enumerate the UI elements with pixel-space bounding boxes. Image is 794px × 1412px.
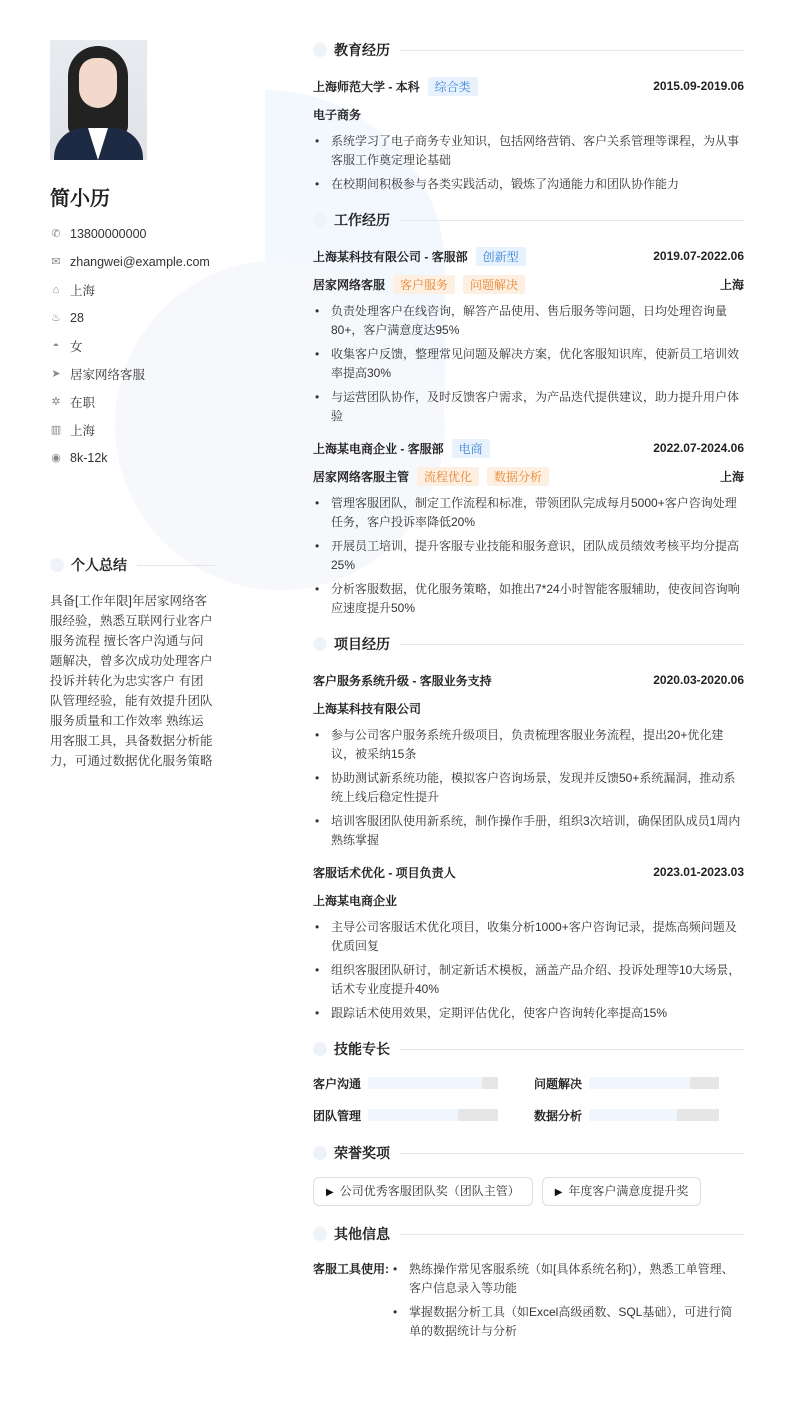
role-name: 居家网络客服: [313, 277, 386, 292]
status-icon: ✲: [51, 396, 61, 408]
school-tag: 综合类: [428, 77, 478, 96]
bullet-item: • 系统学习了电子商务专业知识，包括网络营销、客户关系管理等课程，为从事客服工作奠定理论基础: [313, 132, 744, 170]
section-header: [313, 1039, 744, 1059]
contact-row: [50, 220, 220, 248]
skill-bar: [368, 1077, 498, 1089]
skill-tag: 流程优化: [417, 467, 479, 486]
contact-value: 上海: [70, 284, 96, 298]
section-dot-icon: [313, 637, 327, 651]
work-date: 2019.07-2022.06: [653, 249, 744, 263]
contact-value: 居家网络客服: [70, 368, 146, 382]
skill-item: [313, 1105, 534, 1125]
bullet-item: • 主导公司客服话术优化项目，收集分析1000+客户咨询记录，提炼高频问题及优质回复: [313, 918, 744, 956]
contact-row: [50, 304, 220, 332]
section-header-summary: [50, 555, 215, 575]
bullet-item: • 协助测试新系统功能，模拟客户咨询场景，发现并反馈50+系统漏洞，推动系统上线后稳定性提升: [313, 769, 744, 807]
sidebar: [50, 40, 220, 771]
project-date: 2020.03-2020.06: [653, 673, 744, 687]
section-header: [313, 210, 744, 230]
bullet-item: • 开展员工培训，提升客服专业技能和服务意识，团队成员绩效考核平均分提高25%: [313, 537, 744, 575]
award-item[interactable]: [542, 1177, 702, 1206]
candidate-name: 简小历: [50, 188, 110, 210]
bullet-item: • 在校期间积极参与各类实践活动，锻炼了沟通能力和团队协作能力: [313, 175, 744, 194]
send-icon: ➤: [51, 368, 61, 380]
work-bullets: [313, 302, 744, 426]
section-header: [313, 634, 744, 654]
award-item[interactable]: [313, 1177, 533, 1206]
major: 电子商务: [313, 107, 362, 122]
contact-value: 28: [70, 311, 84, 325]
main-content: [313, 40, 744, 1346]
bullet-item: • 熟练操作常见客服系统（如[具体系统名称]），熟悉工单管理、客户信息录入等功能: [391, 1260, 744, 1298]
bullet-item: • 与运营团队协作，及时反馈客户需求，为产品迭代提供建议，助力提升用户体验: [313, 388, 744, 426]
skill-name: 团队管理: [313, 1108, 362, 1123]
section-other: [313, 1224, 744, 1346]
section-title: 其他信息: [334, 1226, 390, 1242]
project-item: [313, 862, 744, 1023]
building-icon: ▥: [50, 424, 62, 436]
contact-value: 在职: [70, 396, 96, 410]
section-header: [313, 40, 744, 60]
work-title-group: [313, 247, 526, 266]
contact-row: [50, 388, 220, 416]
work-title-group: [313, 439, 490, 458]
skill-bar: [589, 1077, 719, 1089]
section-title: 项目经历: [334, 636, 390, 652]
skill-tag: 数据分析: [487, 467, 549, 486]
section-header: [313, 1143, 744, 1163]
project-date: 2023.01-2023.03: [653, 865, 744, 879]
work-header: [313, 246, 744, 266]
award-label: 年度客户满意度提升奖: [568, 1184, 689, 1198]
contact-row: [50, 248, 220, 276]
role-group: [313, 467, 549, 486]
company-tag: 电商: [452, 439, 490, 458]
home-icon: ⌂: [52, 284, 60, 296]
school-name: 上海师范大学 - 本科: [313, 79, 420, 94]
skill-bar-fill: [589, 1109, 677, 1121]
edu-bullets: [313, 132, 744, 194]
work-city: 上海: [719, 469, 744, 484]
other-label: 客服工具使用:: [313, 1262, 389, 1276]
bullet-item: • 组织客服团队研讨，制定新话术模板，涵盖产品介绍、投诉处理等10大场景，话术专业度提升40%: [313, 961, 744, 999]
contact-row: [50, 416, 220, 444]
company-name: 上海某电商企业 - 客服部: [313, 441, 444, 456]
work-bullets: [313, 494, 744, 618]
section-dot-icon: [313, 1227, 327, 1241]
contact-row: [50, 276, 220, 304]
contact-row: [50, 444, 220, 472]
gender-icon: ◓: [52, 340, 60, 352]
section-dot-icon: [313, 1042, 327, 1056]
contact-value: 上海: [70, 424, 96, 438]
bullet-item: • 收集客户反馈，整理常见问题及解决方案，优化客服知识库，使新员工培训效率提高30%: [313, 345, 744, 383]
section-education: [313, 40, 744, 194]
project-name: 客户服务系统升级 - 客服业务支持: [313, 673, 492, 688]
contact-list: [50, 220, 220, 472]
role-name: 居家网络客服主管: [313, 469, 410, 484]
work-header: [313, 438, 744, 458]
section-dot-icon: [313, 213, 327, 227]
skill-tag: 问题解决: [463, 275, 525, 294]
skill-name: 数据分析: [534, 1108, 583, 1123]
skill-tag: 客户服务: [393, 275, 455, 294]
section-skills: [313, 1039, 744, 1125]
skill-item: [534, 1073, 744, 1093]
edu-date: 2015.09-2019.06: [653, 79, 744, 93]
contact-row: [50, 332, 220, 360]
company-tag: 创新型: [476, 247, 526, 266]
project-org: 上海某科技有限公司: [313, 701, 422, 716]
section-projects: [313, 634, 744, 1023]
bullet-item: • 培训客服团队使用新系统，制作操作手册，组织3次培训，确保团队成员1周内熟练掌握: [313, 812, 744, 850]
project-header: [313, 862, 744, 882]
company-name: 上海某科技有限公司 - 客服部: [313, 249, 468, 264]
work-item: [313, 438, 744, 618]
work-city: 上海: [719, 277, 744, 292]
skill-bar: [589, 1109, 719, 1121]
cake-icon: ♨: [51, 312, 61, 324]
summary-text: 具备[工作年限]年居家网络客服经验，熟悉互联网行业客户服务流程 擅长客户沟通与问题解决，曾多次成功处理客户投诉并转化为忠实客户 有团队管理经验，能有效提升团队服务质量和工作效率 熟练运用客服工具，具备数据分析能力，可通过数据优化服务策略: [50, 594, 213, 768]
work-date: 2022.07-2024.06: [653, 441, 744, 455]
skill-name: 问题解决: [534, 1076, 583, 1091]
project-org-row: [313, 698, 744, 718]
section-title: 工作经历: [334, 212, 390, 228]
bullet-item: • 掌握数据分析工具（如Excel高级函数、SQL基础），可进行简单的数据统计与分析: [391, 1303, 744, 1341]
project-item: [313, 670, 744, 850]
section-title: 技能专长: [334, 1041, 390, 1057]
skill-bar-fill: [368, 1109, 458, 1121]
salary-icon: ◉: [51, 452, 61, 464]
skill-name: 客户沟通: [313, 1076, 362, 1091]
section-title: 荣誉奖项: [334, 1145, 390, 1161]
section-title: 教育经历: [334, 42, 390, 58]
skill-bar: [368, 1109, 498, 1121]
project-org-row: [313, 890, 744, 910]
project-org: 上海某电商企业: [313, 893, 398, 908]
mail-icon: ✉: [51, 256, 61, 268]
bullet-item: • 分析客服数据，优化服务策略，如推出7*24小时智能客服辅助，使夜间咨询响应速度提升50%: [313, 580, 744, 618]
award-label: 公司优秀客服团队奖（团队主管）: [339, 1184, 520, 1198]
project-bullets: [313, 918, 744, 1023]
bullet-item: • 管理客服团队，制定工作流程和标准，带领团队完成每月5000+客户咨询处理任务，客户投诉率降低20%: [313, 494, 744, 532]
skill-bar-fill: [589, 1077, 690, 1089]
play-triangle-icon: ▶: [554, 1187, 563, 1198]
section-awards: [313, 1143, 744, 1206]
bullet-item: • 跟踪话术使用效果，定期评估优化，使客户咨询转化率提高15%: [313, 1004, 744, 1023]
play-triangle-icon: ▶: [326, 1187, 334, 1198]
bullet-item: • 参与公司客户服务系统升级项目，负责梳理客服业务流程，提出20+优化建议，被采纳15条: [313, 726, 744, 764]
contact-value: 女: [70, 340, 83, 354]
section-title: 个人总结: [71, 557, 127, 573]
skill-bar-fill: [368, 1077, 482, 1089]
skill-item: [313, 1073, 534, 1093]
role-row: [313, 466, 744, 486]
section-dot-icon: [50, 558, 64, 572]
phone-icon: ✆: [51, 228, 61, 240]
role-row: [313, 274, 744, 294]
profile-photo: [50, 40, 147, 160]
section-work: [313, 210, 744, 618]
project-header: [313, 670, 744, 690]
bullet-item: • 负责处理客户在线咨询，解答产品使用、售后服务等问题，日均处理咨询量80+，客户满意度达95%: [313, 302, 744, 340]
contact-value: 8k-12k: [70, 451, 108, 465]
project-name: 客服话术优化 - 项目负责人: [313, 865, 456, 880]
contact-value: zhangwei@example.com: [70, 255, 210, 269]
contact-value: 13800000000: [70, 227, 147, 241]
role-group: [313, 275, 525, 294]
section-header: [313, 1224, 744, 1244]
work-item: [313, 246, 744, 426]
section-dot-icon: [313, 1146, 327, 1160]
section-dot-icon: [313, 43, 327, 57]
skill-item: [534, 1105, 744, 1125]
project-bullets: [313, 726, 744, 850]
contact-row: [50, 360, 220, 388]
